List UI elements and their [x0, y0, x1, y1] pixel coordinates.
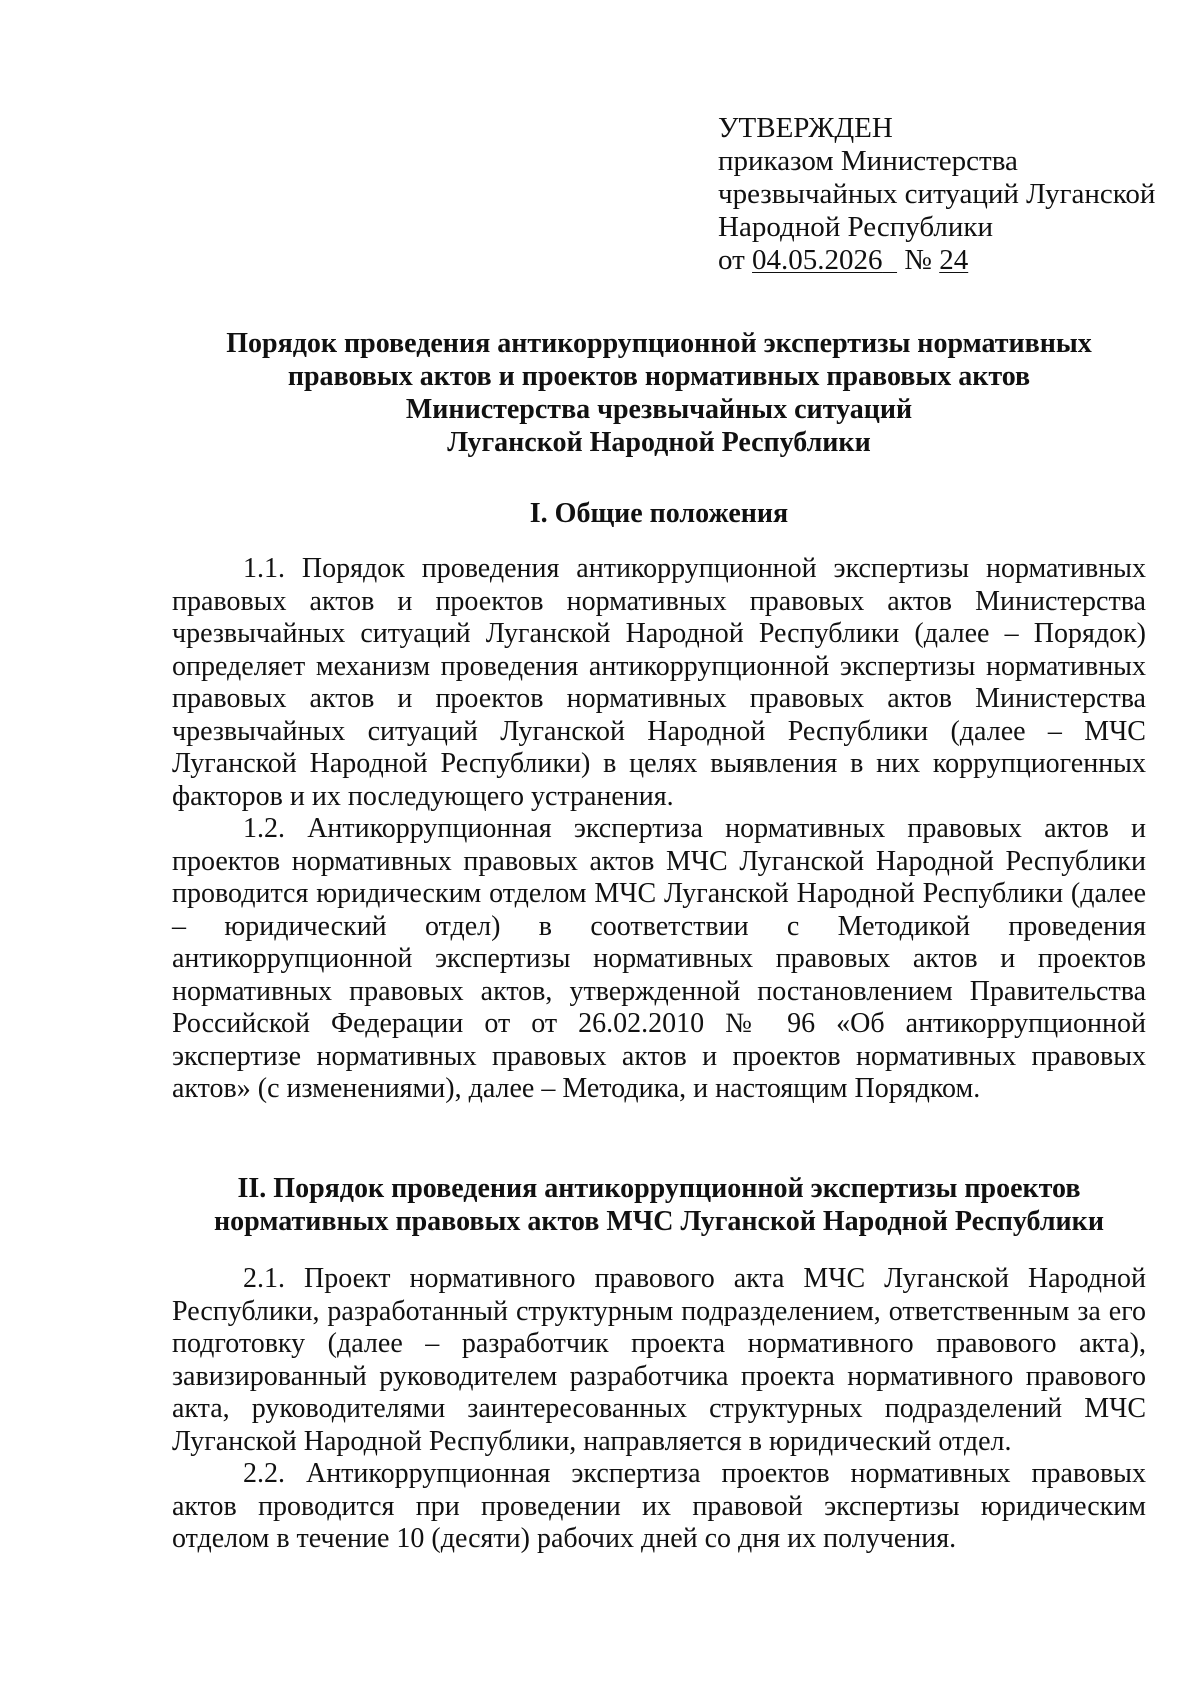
document-title-line: Порядок проведения антикоррупционной экспертизы нормативных [226, 328, 1092, 359]
section-2-heading [172, 1172, 1146, 1238]
section-1-body [172, 553, 1146, 1106]
section-2-body [172, 1263, 1146, 1556]
document-title-line: Луганской Народной Республики [447, 427, 871, 458]
paragraph-1-1: 1.1. Порядок проведения антикоррупционной экспертизы нормативных правовых актов и проектов нормативных правовых актов Министерства чрезвычайных ситуаций Луганской Народной Республики (далее – Порядок) определяет механизм проведения антикоррупционной экспертизы нормативных правовых актов и проектов нормативных правовых актов Министерства чрезвычайных ситуаций Луганской Народной Республики (далее – МЧС Луганской Народной Республики) в целях выявления в них коррупциогенных факторов и их последующего устранения. [172, 553, 1146, 812]
document-title [172, 327, 1146, 459]
section-1-heading: I. Общие положения [529, 498, 789, 529]
section-2-heading-line: нормативных правовых актов МЧС Луганской Народной Республики [214, 1206, 1104, 1237]
approval-stamp [718, 112, 1155, 277]
approval-date-line [718, 244, 1155, 277]
approval-date-prefix: от [718, 244, 753, 276]
approval-date: 04.05.2026 [752, 244, 883, 276]
paragraph-2-1: 2.1. Проект нормативного правового акта МЧС Луганской Народной Республики, разработанный структурным подразделением, ответственным за его подготовку (далее – разработчик проекта нормативного правового акта), завизированный руководителем разработчика проекта нормативного правового акта, руководителями заинтересованных структурных подразделений МЧС Луганской Народной Республики, направляется в юридический отдел. [172, 1263, 1146, 1457]
document-title-line: правовых актов и проектов нормативных правовых актов [287, 361, 1031, 392]
approval-line-ministry: чрезвычайных ситуаций Луганской [718, 178, 1156, 210]
approval-line-order: приказом Министерства [718, 145, 1018, 177]
section-2-heading-line: II. Порядок проведения антикоррупционной экспертизы проектов [237, 1173, 1081, 1204]
document-title-line: Министерства чрезвычайных ситуаций [405, 394, 913, 425]
paragraph-2-2: 2.2. Антикоррупционная экспертиза проектов нормативных правовых актов проводится при проведении их правовой экспертизы юридическим отделом в течение 10 (десяти) рабочих дней со дня их получения. [172, 1458, 1146, 1554]
approval-title: УТВЕРЖДЕН [718, 112, 893, 144]
approval-number-prefix: № [904, 244, 940, 276]
approval-line-republic: Народной Республики [718, 211, 994, 243]
approval-number: 24 [939, 244, 969, 276]
paragraph-1-2: 1.2. Антикоррупционная экспертиза нормативных правовых актов и проектов нормативных правовых актов МЧС Луганской Народной Республики проводится юридическим отделом МЧС Луганской Народной Республики (далее – юридический отдел) в соответствии с Методикой проведения антикоррупционной экспертизы нормативных правовых актов и проектов нормативных правовых актов, утвержденной постановлением Правительства Российской Федерации от от 26.02.2010 № 96 «Об антикоррупционной экспертизе нормативных правовых актов и проектов нормативных правовых актов» (с изменениями), далее – Методика, и настоящим Порядком. [172, 813, 1146, 1104]
